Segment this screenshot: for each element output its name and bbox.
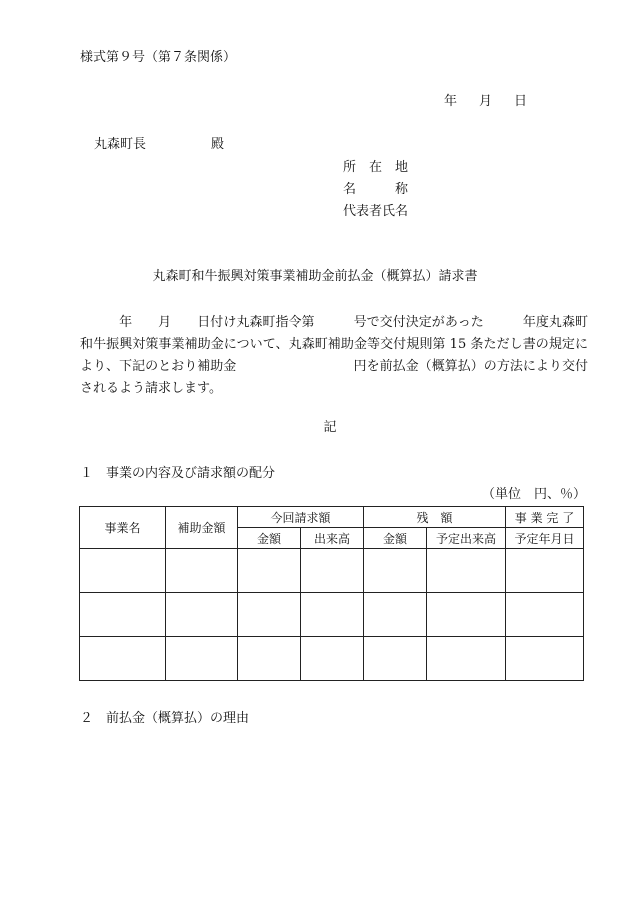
section1-title: １ 事業の内容及び請求額の配分 xyxy=(80,466,276,481)
table-cell[interactable] xyxy=(166,593,238,637)
table-cell[interactable] xyxy=(80,637,166,681)
table-cell[interactable] xyxy=(301,549,364,593)
addressee xyxy=(94,137,225,153)
table-cell[interactable] xyxy=(238,637,301,681)
table-cell[interactable] xyxy=(427,593,506,637)
date-month[interactable]: 月 xyxy=(479,94,493,109)
date-day[interactable]: 日 xyxy=(514,94,528,109)
allocation-table xyxy=(79,506,584,681)
section2-title: ２ 前払金（概算払）の理由 xyxy=(80,711,250,726)
table-row xyxy=(80,593,584,637)
applicant-name-label: 名 称 xyxy=(343,182,409,197)
document-title: 丸森町和牛振興対策事業補助金前払金（概算払）請求書 xyxy=(152,269,478,284)
table-row xyxy=(80,637,584,681)
request-body-text: 年 月 日付け丸森町指令第 号で交付決定があった 年度丸森町和牛振興対策事業補助金について、丸森町補助金等交付規則第 15 条ただし書の規定により、下記のとおり補助金 円を前払金（概算払）の方法により交付されるよう請求します。 xyxy=(80,315,588,396)
table-cell[interactable] xyxy=(364,593,427,637)
header-planned-progress: 予定出来高 xyxy=(427,528,506,549)
header-amount: 金額 xyxy=(238,528,301,549)
header-completion-top: 事 業 完 了 xyxy=(506,507,584,528)
table-cell[interactable] xyxy=(364,549,427,593)
header-current-request: 今回請求額 xyxy=(238,507,364,528)
table-cell[interactable] xyxy=(166,549,238,593)
table-cell[interactable] xyxy=(506,637,584,681)
table-cell[interactable] xyxy=(301,593,364,637)
date-year[interactable]: 年 xyxy=(444,94,458,109)
table-cell[interactable] xyxy=(238,593,301,637)
header-balance: 残 額 xyxy=(364,507,506,528)
header-balance-amount: 金額 xyxy=(364,528,427,549)
table-cell[interactable] xyxy=(506,549,584,593)
table-cell[interactable] xyxy=(427,637,506,681)
header-completion-bottom: 予定年月日 xyxy=(506,528,584,549)
header-project-name: 事業名 xyxy=(80,507,166,549)
applicant-representative-label: 代表者氏名 xyxy=(343,204,409,219)
header-progress: 出来高 xyxy=(301,528,364,549)
table-cell[interactable] xyxy=(427,549,506,593)
table-cell[interactable] xyxy=(166,637,238,681)
table-cell[interactable] xyxy=(80,549,166,593)
ki-heading: 記 xyxy=(323,420,337,435)
table-row xyxy=(80,549,584,593)
table-cell[interactable] xyxy=(238,549,301,593)
addressee-honorific: 殿 xyxy=(211,137,225,152)
table-cell[interactable] xyxy=(506,593,584,637)
addressee-name: 丸森町長 xyxy=(94,137,147,152)
unit-note: （単位 円、％） xyxy=(482,487,587,502)
applicant-address-label: 所 在 地 xyxy=(343,160,409,175)
table-cell[interactable] xyxy=(364,637,427,681)
table-header-row xyxy=(80,507,584,528)
table-cell[interactable] xyxy=(80,593,166,637)
form-number: 様式第９号（第７条関係） xyxy=(80,50,237,65)
table-cell[interactable] xyxy=(301,637,364,681)
date-line xyxy=(444,94,527,110)
header-subsidy-amount: 補助金額 xyxy=(166,507,238,549)
